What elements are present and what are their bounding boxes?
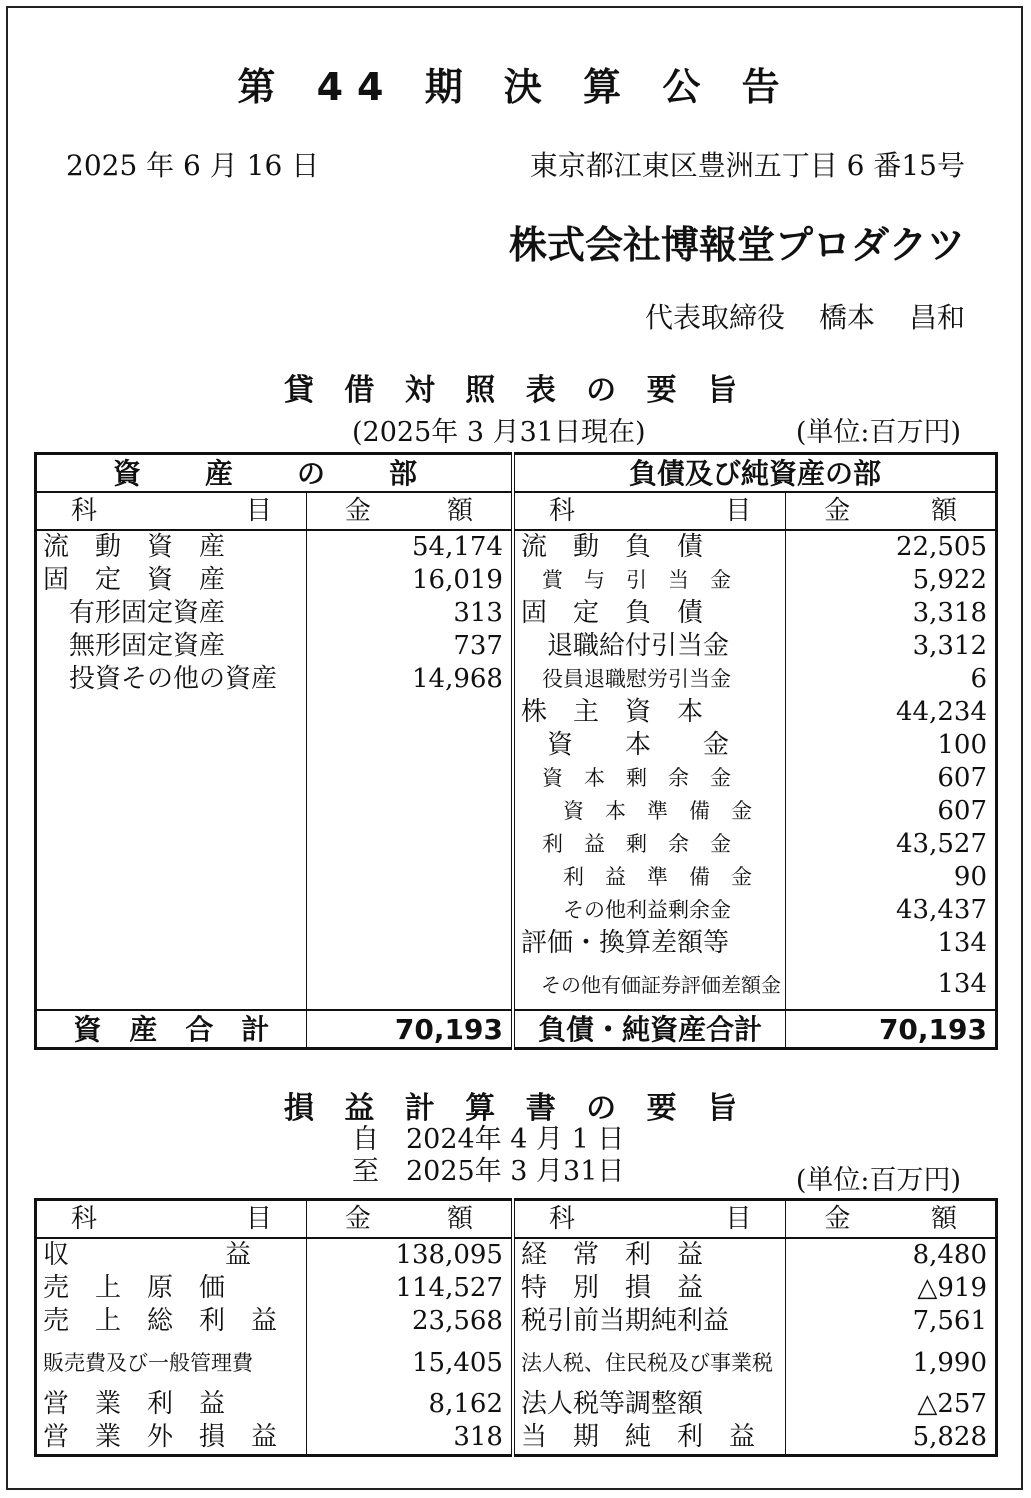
asset-item-label: 有形固定資産	[36, 597, 307, 630]
representative	[645, 296, 965, 336]
pl-item-value: 7,561	[912, 1306, 987, 1336]
table-row	[36, 1388, 997, 1421]
table-row	[36, 960, 997, 1010]
liability-item-label: 資 本 準 備 金	[513, 795, 786, 828]
liabilities-total-label: 負債・純資産合計	[513, 1010, 786, 1049]
liability-item-value: 134	[937, 928, 987, 958]
liability-item-label: 流 動 負 債	[513, 530, 786, 564]
liability-item-value: 607	[937, 763, 987, 793]
pl-item-label: 営 業 利 益	[36, 1388, 307, 1421]
liability-item-label: 利 益 準 備 金	[513, 861, 786, 894]
table-row	[36, 1421, 997, 1456]
liability-item-label: 役員退職慰労引当金	[513, 663, 786, 696]
asset-empty-cell	[306, 729, 513, 762]
asset-item-value: 14,968	[306, 663, 513, 696]
period-to: 至 2025年 3 月31日	[352, 1156, 625, 1187]
asset-empty-cell	[306, 960, 513, 1010]
pl-item-label: 税引前当期純利益	[513, 1305, 786, 1338]
asset-item-value: 16,019	[306, 564, 513, 597]
representative-title: 代表取締役	[644, 301, 785, 334]
liability-item-label: 利 益 剰 余 金	[513, 828, 786, 861]
table-row	[36, 927, 997, 960]
pl-item-value: 15,405	[306, 1338, 513, 1388]
pl-item-label: 特 別 損 益	[513, 1272, 786, 1305]
income-statement-table	[34, 1198, 998, 1457]
notice-date: 2025 年 6 月 16 日	[66, 149, 320, 182]
col-header-amount: 金 額	[786, 1200, 997, 1239]
asset-empty-cell	[36, 927, 307, 960]
pl-item-label: 営 業 外 損 益	[36, 1421, 307, 1456]
pl-item-value: △919	[917, 1273, 987, 1303]
col-header-item: 科 目	[36, 492, 307, 530]
liability-item-value: 43,527	[896, 829, 987, 859]
table-row	[36, 861, 997, 894]
liability-item-value: 607	[937, 796, 987, 826]
liability-item-value: 90	[953, 862, 987, 892]
pl-item-value: 318	[306, 1421, 513, 1456]
liability-item-label: その他利益剰余金	[513, 894, 786, 927]
asset-item-label: 無形固定資産	[36, 630, 307, 663]
pl-item-value: 114,527	[306, 1272, 513, 1305]
table-row	[36, 894, 997, 927]
income-statement-period	[352, 1124, 624, 1188]
liabilities-total-value: 70,193	[786, 1010, 997, 1049]
table-row	[36, 630, 997, 663]
asset-empty-cell	[36, 861, 307, 894]
asset-item-label: 固 定 資 産	[36, 564, 307, 597]
pl-item-value: 8,162	[306, 1388, 513, 1421]
company-address: 東京都江東区豊洲五丁目 6 番15号	[529, 149, 965, 182]
liability-item-label: 退職給付引当金	[513, 630, 786, 663]
table-row	[36, 530, 997, 564]
asset-empty-cell	[36, 696, 307, 729]
pl-item-value: 23,568	[306, 1305, 513, 1338]
notice-title: 第 44 期 決 算 公 告	[237, 65, 794, 109]
asset-empty-cell	[306, 927, 513, 960]
pl-item-label: 法人税等調整額	[513, 1388, 786, 1421]
pl-item-label: 当 期 純 利 益	[513, 1421, 786, 1456]
assets-total-value: 70,193	[306, 1010, 513, 1049]
liability-item-value: 134	[937, 969, 987, 999]
asset-item-value: 737	[306, 630, 513, 663]
asset-empty-cell	[306, 795, 513, 828]
liabilities-section-header: 負債及び純資産の部	[513, 454, 997, 493]
table-row	[36, 564, 997, 597]
pl-item-value: △257	[917, 1389, 987, 1419]
pl-item-value: 1,990	[912, 1347, 987, 1378]
asset-empty-cell	[36, 729, 307, 762]
liability-item-value: 3,318	[912, 598, 987, 628]
table-row	[36, 762, 997, 795]
asset-empty-cell	[36, 762, 307, 795]
assets-section-header: 資 産 の 部	[36, 454, 513, 493]
period-from: 自 2024年 4 月 1 日	[352, 1124, 625, 1155]
income-statement-title: 損 益 計 算 書 の 要 旨	[283, 1091, 748, 1126]
balance-sheet-date: (2025年 3 月31日現在)	[352, 417, 646, 448]
liability-item-label: 評価・換算差額等	[513, 927, 786, 960]
col-header-item: 科 目	[36, 1200, 307, 1239]
company-name: 株式会社博報堂プロダクツ	[508, 223, 965, 267]
asset-empty-cell	[306, 861, 513, 894]
col-header-item: 科 目	[513, 1200, 786, 1239]
table-row	[36, 795, 997, 828]
liability-item-label: その他有価証券評価差額金	[513, 960, 786, 1010]
balance-sheet-table	[34, 452, 998, 1050]
income-statement-unit: (単位:百万円)	[795, 1165, 961, 1196]
asset-empty-cell	[36, 894, 307, 927]
liability-item-label: 賞 与 引 当 金	[513, 564, 786, 597]
liability-item-value: 100	[937, 730, 987, 760]
table-row	[36, 1305, 997, 1338]
pl-item-label: 収 益	[36, 1238, 307, 1272]
liability-item-value: 5,922	[912, 565, 987, 595]
liability-item-label: 資 本 剰 余 金	[513, 762, 786, 795]
pl-item-label: 法人税、住民税及び事業税	[513, 1338, 786, 1388]
liability-item-label: 株 主 資 本	[513, 696, 786, 729]
asset-empty-cell	[306, 696, 513, 729]
table-row	[36, 696, 997, 729]
asset-item-value: 54,174	[306, 530, 513, 564]
pl-item-label: 売 上 原 価	[36, 1272, 307, 1305]
pl-item-label: 売 上 総 利 益	[36, 1305, 307, 1338]
liability-item-value: 6	[970, 664, 987, 694]
balance-sheet-unit: (単位:百万円)	[795, 417, 961, 448]
liability-item-value: 22,505	[896, 532, 987, 562]
col-header-amount: 金 額	[306, 1200, 513, 1239]
asset-empty-cell	[36, 960, 307, 1010]
balance-sheet-title: 貸 借 対 照 表 の 要 旨	[283, 373, 748, 408]
asset-empty-cell	[306, 894, 513, 927]
table-row	[36, 597, 997, 630]
pl-item-value: 5,828	[912, 1422, 987, 1452]
liability-item-value: 3,312	[912, 631, 987, 661]
assets-total-label: 資 産 合 計	[36, 1010, 307, 1049]
pl-item-value: 138,095	[306, 1238, 513, 1272]
table-row	[36, 828, 997, 861]
pl-item-value: 8,480	[912, 1240, 987, 1270]
asset-empty-cell	[306, 762, 513, 795]
representative-surname: 橋本	[818, 301, 875, 334]
table-row	[36, 729, 997, 762]
liability-item-value: 43,437	[896, 895, 987, 925]
table-row	[36, 1338, 997, 1388]
asset-item-label: 流 動 資 産	[36, 530, 307, 564]
table-row	[36, 1238, 997, 1272]
col-header-amount: 金 額	[786, 492, 997, 530]
asset-empty-cell	[306, 828, 513, 861]
col-header-amount: 金 額	[306, 492, 513, 530]
liability-item-label: 固 定 負 債	[513, 597, 786, 630]
liability-item-value: 44,234	[896, 697, 987, 727]
col-header-item: 科 目	[513, 492, 786, 530]
asset-item-label: 投資その他の資産	[36, 663, 307, 696]
pl-item-label: 経 常 利 益	[513, 1238, 786, 1272]
representative-given-name: 昌和	[908, 301, 965, 334]
table-row	[36, 663, 997, 696]
table-row	[36, 1272, 997, 1305]
asset-empty-cell	[36, 828, 307, 861]
pl-item-label: 販売費及び一般管理費	[36, 1338, 307, 1388]
asset-empty-cell	[36, 795, 307, 828]
asset-item-value: 313	[306, 597, 513, 630]
liability-item-label: 資 本 金	[513, 729, 786, 762]
